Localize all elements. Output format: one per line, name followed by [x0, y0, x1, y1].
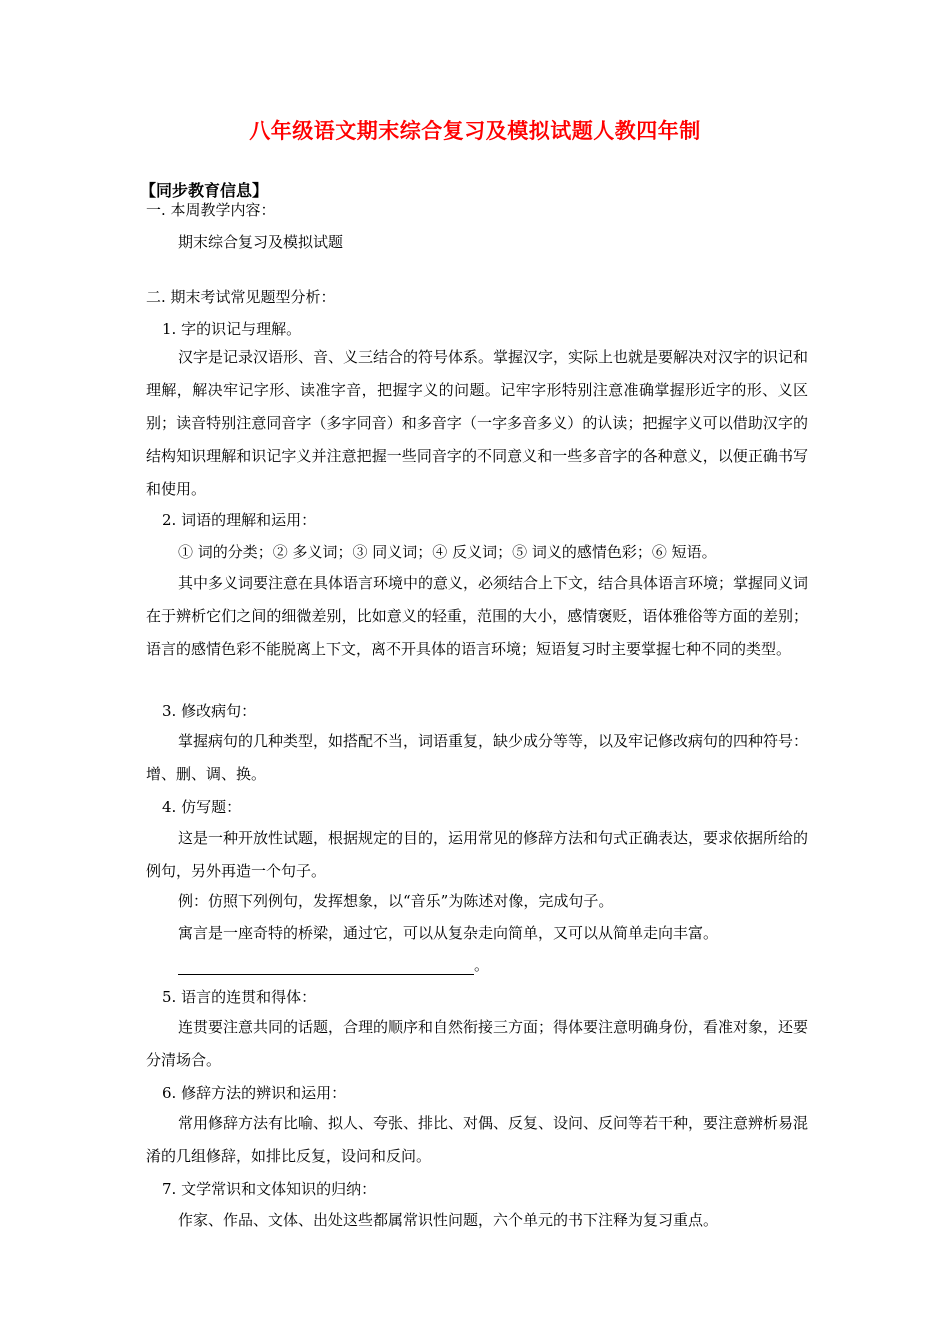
- item-1-paragraph: 汉字是记录汉语形、音、义三结合的符号体系。掌握汉字，实际上也就是要解决对汉字的识记和理解，解决牢记字形、读准字音，把握字义的问题。记牢字形特别注意准确掌握形近字的形、义区别；读音特别注意同音字（多字同音）和多音字（一字多音多义）的认读；把握字义可以借助汉字的结构知识理解和识记字义并注意把握一些同音字的不同意义和一些多音字的各种意义，以便正确书写和使用。: [146, 348, 809, 498]
- section-heading: 【同步教育信息】: [140, 181, 269, 200]
- item-4-sentence: 寓言是一座奇特的桥梁，通过它，可以从复杂走向简单，又可以从简单走向丰富。: [178, 924, 719, 942]
- document-title: 八年级语文期末综合复习及模拟试题人教四年制: [249, 118, 701, 143]
- item-4-heading: 4. 仿写题：: [162, 798, 242, 816]
- item-5-heading: 5. 语言的连贯和得体：: [162, 988, 317, 1006]
- item-5-paragraph: 连贯要注意共同的话题，合理的顺序和自然衔接三方面；得体要注意明确身份，看准对象，还要分清场合。: [146, 1018, 809, 1069]
- item-2-list: ① 词的分类；② 多义词；③ 同义词；④ 反义词；⑤ 词义的感情色彩；⑥ 短语。: [178, 543, 717, 561]
- item-7-paragraph: 作家、作品、文体、出处这些都属常识性问题，六个单元的书下注释为复习重点。: [178, 1211, 719, 1229]
- item-7-heading: 7. 文学常识和文体知识的归纳：: [162, 1180, 377, 1198]
- item-2-paragraph: 其中多义词要注意在具体语言环境中的意义，必须结合上下文，结合具体语言环境；掌握同义词在于辨析它们之间的细微差别，比如意义的轻重，范围的大小，感情褒贬，语体雅俗等方面的差别；语言的感情色彩不能脱离上下文，离不开具体的语言环境；短语复习时主要掌握七种不同的类型。: [146, 574, 809, 658]
- item-4-example: 例：仿照下列例句，发挥想象，以“音乐”为陈述对像，完成句子。: [178, 892, 614, 910]
- item-3-heading: 3. 修改病句：: [162, 702, 257, 720]
- item-4-answer-line[interactable]: [178, 955, 489, 975]
- item-6-paragraph: 常用修辞方法有比喻、拟人、夸张、排比、对偶、反复、设问、反问等若干种，要注意辨析易混淆的几组修辞，如排比反复，设问和反问。: [146, 1114, 809, 1165]
- item-6-heading: 6. 修辞方法的辨识和运用：: [162, 1084, 347, 1102]
- item-1-heading: 1. 字的识记与理解。: [162, 320, 302, 338]
- part1-heading: 一. 本周教学内容：: [146, 201, 276, 219]
- part2-heading: 二. 期末考试常见题型分析：: [146, 288, 336, 306]
- answer-blank-period: 。: [474, 956, 490, 974]
- item-3-paragraph: 掌握病句的几种类型，如搭配不当，词语重复，缺少成分等等，以及牢记修改病句的四种符号：增、删、调、换。: [146, 732, 809, 783]
- part1-content: 期末综合复习及模拟试题: [178, 233, 344, 251]
- answer-blank[interactable]: [178, 957, 474, 975]
- item-2-heading: 2. 词语的理解和运用：: [162, 511, 317, 529]
- item-4-paragraph: 这是一种开放性试题，根据规定的目的，运用常见的修辞方法和句式正确表达，要求依据所给的例句，另外再造一个句子。: [146, 829, 809, 880]
